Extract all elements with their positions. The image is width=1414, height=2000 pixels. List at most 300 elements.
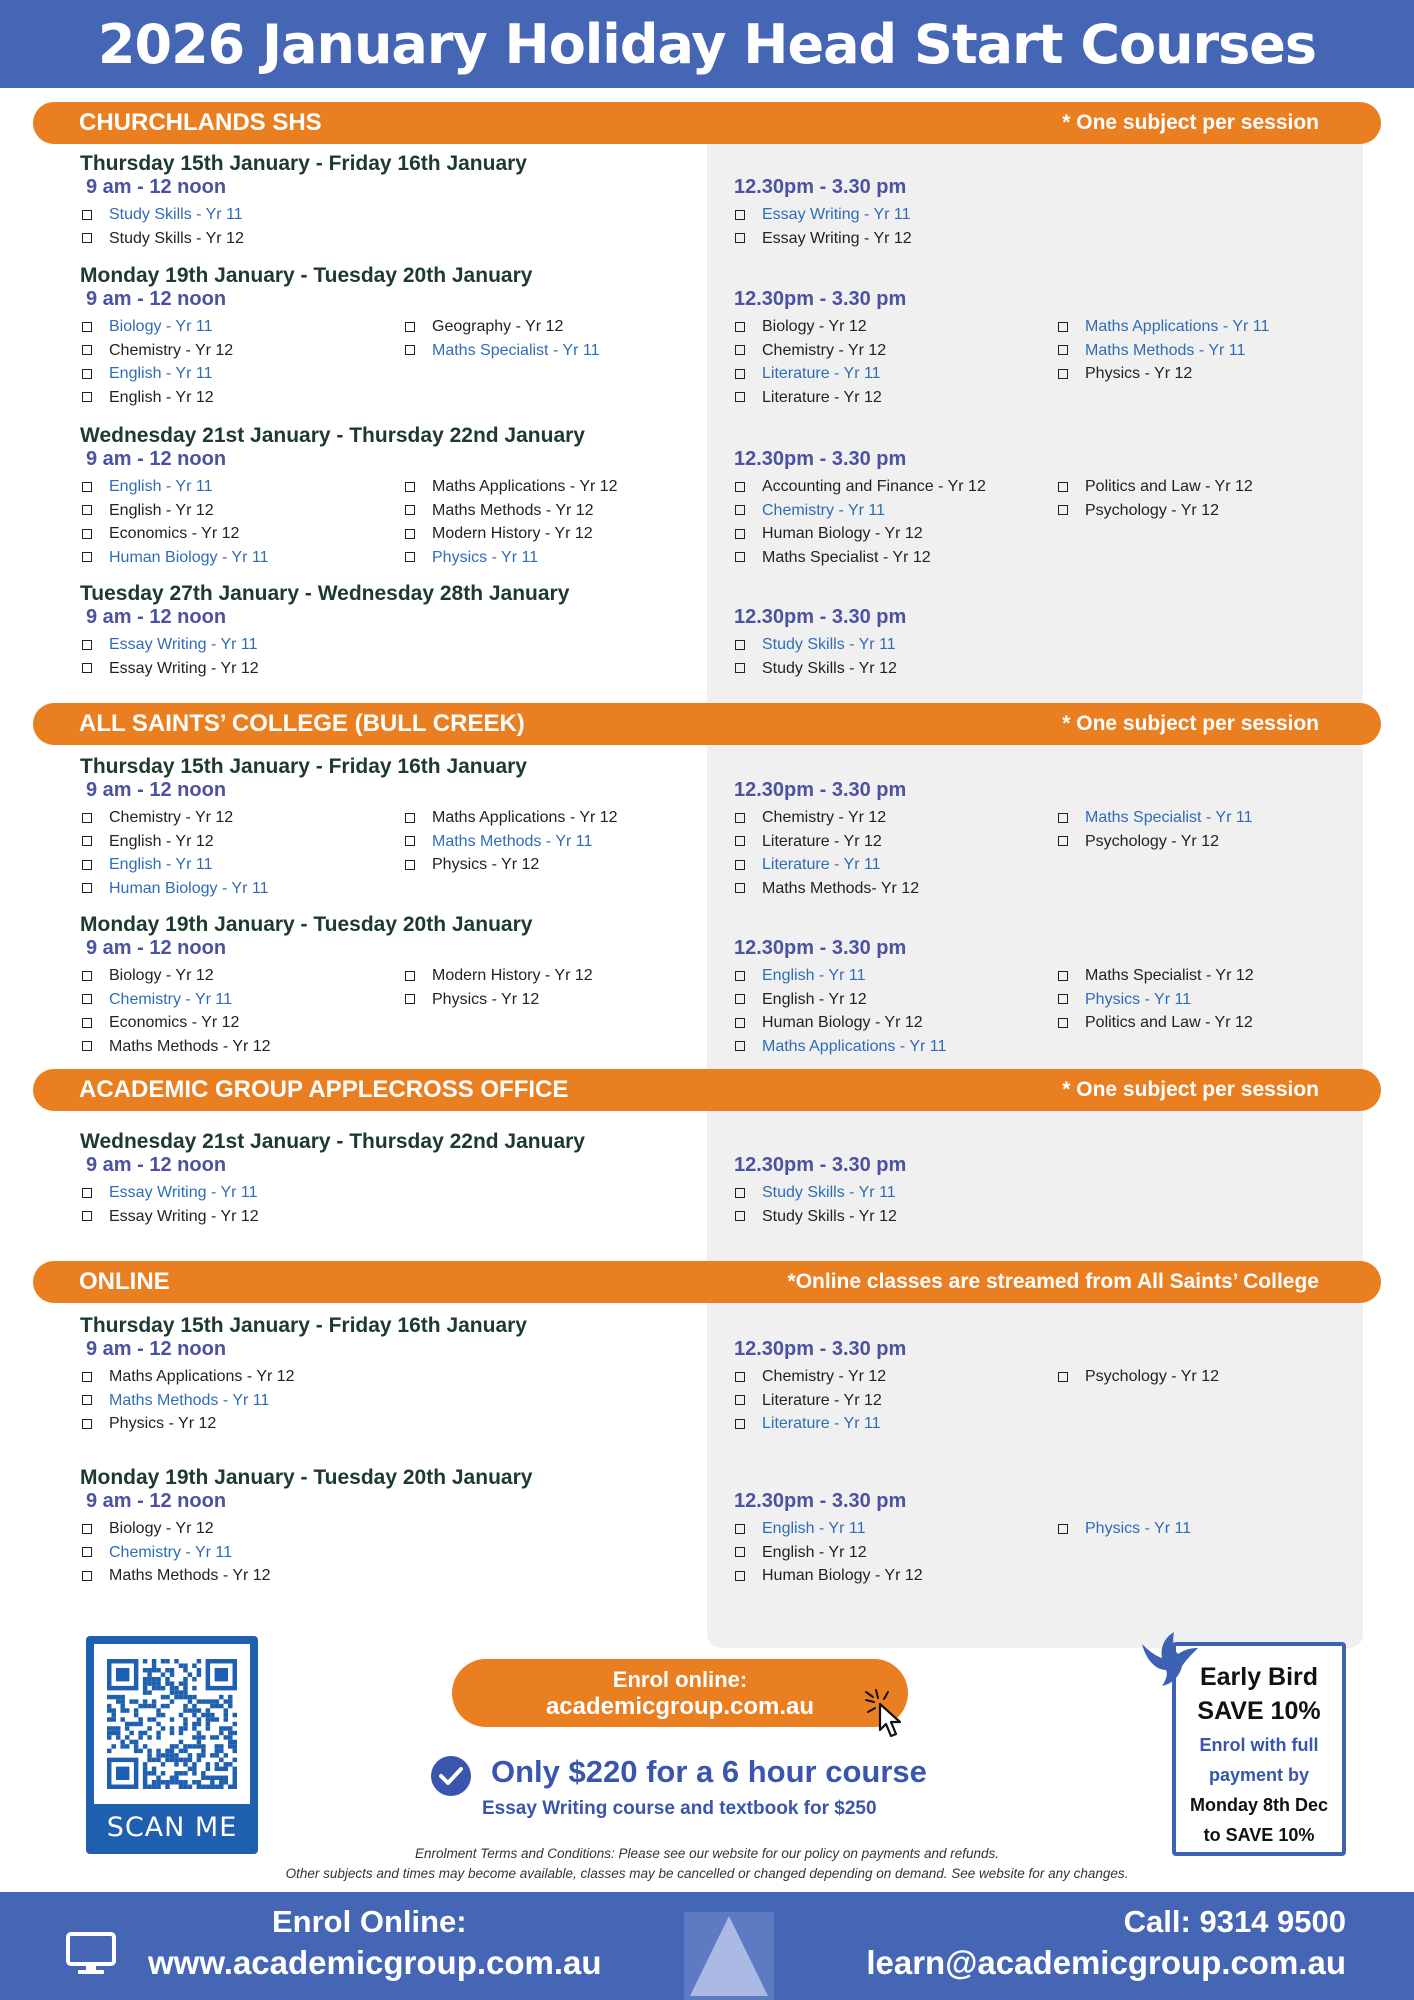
course-label: Literature - Yr 11 bbox=[762, 365, 881, 382]
course-label: Essay Writing - Yr 12 bbox=[762, 229, 912, 247]
checkbox-icon[interactable] bbox=[82, 1041, 92, 1051]
checkbox-icon[interactable] bbox=[82, 883, 92, 893]
course-label: Maths Methods - Yr 12 bbox=[432, 501, 594, 519]
course-list bbox=[735, 315, 886, 409]
course-label: Essay Writing - Yr 11 bbox=[762, 206, 911, 223]
checkbox-icon[interactable] bbox=[82, 505, 92, 515]
checkbox-icon[interactable] bbox=[82, 369, 92, 379]
course-option[interactable] bbox=[1058, 1011, 1254, 1035]
course-option[interactable] bbox=[82, 1389, 295, 1413]
course-label: English - Yr 11 bbox=[109, 856, 213, 873]
course-option[interactable] bbox=[82, 339, 233, 363]
course-label: Politics and Law - Yr 12 bbox=[1085, 1014, 1253, 1031]
course-option[interactable] bbox=[82, 830, 268, 854]
checkbox-icon[interactable] bbox=[405, 552, 415, 562]
section-title: ALL SAINTS’ COLLEGE (BULL CREEK) bbox=[79, 710, 525, 737]
course-list bbox=[82, 475, 268, 569]
footer-phone[interactable]: Call: 9314 9500 bbox=[1123, 1904, 1346, 1939]
course-list bbox=[1058, 315, 1269, 386]
section-note: * One subject per session bbox=[1062, 111, 1319, 134]
course-label: Human Biology - Yr 12 bbox=[762, 1014, 923, 1031]
course-option[interactable] bbox=[82, 1011, 271, 1035]
course-list bbox=[82, 806, 268, 900]
course-list bbox=[405, 315, 599, 362]
course-option[interactable] bbox=[1058, 475, 1253, 499]
course-option[interactable] bbox=[405, 475, 618, 499]
checkbox-icon[interactable] bbox=[1058, 994, 1068, 1004]
course-option[interactable] bbox=[1058, 1365, 1219, 1389]
course-list bbox=[405, 806, 618, 877]
course-label: English - Yr 12 bbox=[109, 832, 214, 850]
afternoon-time-label: 12.30pm - 3.30 pm bbox=[734, 176, 907, 198]
checkbox-icon[interactable] bbox=[405, 813, 415, 823]
early-bird-save: SAVE 10% bbox=[1197, 1697, 1321, 1725]
course-label: Biology - Yr 12 bbox=[762, 318, 867, 335]
course-label: Maths Methods - Yr 12 bbox=[109, 1567, 271, 1584]
qr-code-card[interactable] bbox=[86, 1636, 258, 1854]
course-option[interactable] bbox=[82, 1035, 271, 1059]
checkbox-icon[interactable] bbox=[82, 640, 92, 650]
course-option[interactable] bbox=[405, 964, 593, 988]
checkbox-icon[interactable] bbox=[1058, 836, 1068, 846]
early-bird-line3: Enrol with full bbox=[1199, 1735, 1319, 1755]
early-bird-title: Early Bird bbox=[1199, 1663, 1319, 1691]
course-label: Literature - Yr 12 bbox=[762, 1391, 882, 1409]
checkbox-icon[interactable] bbox=[735, 640, 745, 650]
course-option[interactable] bbox=[82, 1181, 259, 1205]
course-option[interactable] bbox=[405, 499, 618, 523]
afternoon-time-label: 12.30pm - 3.30 pm bbox=[734, 1490, 907, 1512]
course-label: Maths Applications - Yr 12 bbox=[432, 478, 618, 495]
checkbox-icon[interactable] bbox=[82, 836, 92, 846]
checkbox-icon[interactable] bbox=[735, 1041, 745, 1051]
date-range-heading: Monday 19th January - Tuesday 20th January bbox=[80, 913, 533, 936]
course-option[interactable] bbox=[82, 806, 268, 830]
checkbox-icon[interactable] bbox=[82, 994, 92, 1004]
footer-website-link[interactable]: www.academicgroup.com.au bbox=[148, 1944, 602, 1981]
course-label: Geography - Yr 12 bbox=[432, 318, 564, 335]
course-option[interactable] bbox=[735, 1389, 886, 1413]
afternoon-time-label: 12.30pm - 3.30 pm bbox=[734, 606, 907, 628]
course-label: English - Yr 12 bbox=[109, 501, 214, 519]
course-label: Study Skills - Yr 11 bbox=[109, 206, 243, 223]
course-label: Essay Writing - Yr 11 bbox=[109, 636, 258, 653]
course-option[interactable] bbox=[405, 806, 618, 830]
academic-group-logo bbox=[684, 1912, 774, 2000]
morning-time-label: 9 am - 12 noon bbox=[86, 1154, 227, 1176]
course-label: Literature - Yr 11 bbox=[762, 1415, 881, 1432]
checkbox-icon[interactable] bbox=[735, 1018, 745, 1028]
course-option[interactable] bbox=[82, 522, 268, 546]
checkbox-icon[interactable] bbox=[735, 392, 745, 402]
course-option[interactable] bbox=[1058, 830, 1252, 854]
course-label: Maths Specialist - Yr 12 bbox=[762, 548, 931, 566]
top-banner bbox=[0, 0, 1414, 88]
checkbox-icon[interactable] bbox=[735, 1524, 745, 1534]
morning-time-label: 9 am - 12 noon bbox=[86, 937, 227, 959]
course-option[interactable] bbox=[82, 546, 268, 570]
course-label: Psychology - Yr 12 bbox=[1085, 832, 1219, 850]
course-option[interactable] bbox=[82, 988, 271, 1012]
course-option[interactable] bbox=[1058, 964, 1254, 988]
section-title: CHURCHLANDS SHS bbox=[79, 109, 322, 136]
course-label: Maths Applications - Yr 11 bbox=[762, 1037, 947, 1055]
checkbox-icon[interactable] bbox=[405, 505, 415, 515]
checkbox-icon[interactable] bbox=[82, 210, 92, 220]
course-option[interactable] bbox=[735, 1412, 886, 1436]
course-label: Chemistry - Yr 12 bbox=[109, 809, 234, 826]
checkbox-icon[interactable] bbox=[1058, 482, 1068, 492]
checkbox-icon[interactable] bbox=[1058, 813, 1068, 823]
course-label: Human Biology - Yr 11 bbox=[109, 548, 269, 566]
course-option[interactable] bbox=[735, 853, 919, 877]
checkbox-icon[interactable] bbox=[735, 210, 745, 220]
date-range-heading: Thursday 15th January - Friday 16th January bbox=[80, 755, 527, 778]
checkbox-icon[interactable] bbox=[82, 392, 92, 402]
checkbox-icon[interactable] bbox=[735, 971, 745, 981]
footer-email-link[interactable]: learn@academicgroup.com.au bbox=[866, 1944, 1346, 1981]
date-range-heading: Thursday 15th January - Friday 16th January bbox=[80, 152, 527, 175]
checkbox-icon[interactable] bbox=[405, 860, 415, 870]
checkbox-icon[interactable] bbox=[735, 1419, 745, 1429]
course-option[interactable] bbox=[735, 1365, 886, 1389]
course-label: Maths Methods - Yr 11 bbox=[109, 1391, 270, 1409]
early-bird-line4: payment by bbox=[1208, 1765, 1310, 1785]
checkbox-icon[interactable] bbox=[405, 529, 415, 539]
cursor-click-icon bbox=[862, 1686, 918, 1742]
afternoon-time-label: 12.30pm - 3.30 pm bbox=[734, 779, 907, 801]
course-option[interactable] bbox=[735, 475, 986, 499]
course-label: Study Skills - Yr 11 bbox=[762, 636, 896, 653]
course-option[interactable] bbox=[735, 362, 886, 386]
checkbox-icon[interactable] bbox=[735, 813, 745, 823]
course-label: Essay Writing - Yr 11 bbox=[109, 1184, 258, 1201]
course-list bbox=[735, 1517, 923, 1588]
footer bbox=[0, 1892, 1414, 2000]
course-list bbox=[1058, 1517, 1191, 1541]
course-list bbox=[82, 315, 233, 409]
checkbox-icon[interactable] bbox=[82, 482, 92, 492]
checkbox-icon[interactable] bbox=[735, 482, 745, 492]
course-label: English - Yr 12 bbox=[109, 388, 214, 406]
course-label: Maths Methods - Yr 11 bbox=[1085, 341, 1246, 359]
course-list bbox=[405, 475, 618, 569]
course-option[interactable] bbox=[735, 633, 897, 657]
course-option[interactable] bbox=[82, 964, 271, 988]
course-option[interactable] bbox=[405, 988, 593, 1012]
course-label: Literature - Yr 11 bbox=[762, 856, 881, 873]
afternoon-time-label: 12.30pm - 3.30 pm bbox=[734, 1338, 907, 1360]
date-range-heading: Thursday 15th January - Friday 16th January bbox=[80, 1314, 527, 1337]
course-label: Physics - Yr 12 bbox=[432, 990, 540, 1008]
section-bar bbox=[33, 102, 1381, 144]
checkbox-icon[interactable] bbox=[82, 552, 92, 562]
terms-line1: Enrolment Terms and Conditions: Please see our website for our policy on payments and refunds. bbox=[414, 1846, 1000, 1861]
afternoon-time-label: 12.30pm - 3.30 pm bbox=[734, 288, 907, 310]
checkbox-icon[interactable] bbox=[82, 1188, 92, 1198]
course-label: English - Yr 11 bbox=[762, 1520, 866, 1537]
course-label: Literature - Yr 12 bbox=[762, 832, 882, 850]
checkbox-icon[interactable] bbox=[405, 482, 415, 492]
course-label: Maths Methods - Yr 12 bbox=[109, 1037, 271, 1055]
section-title: ONLINE bbox=[79, 1268, 170, 1295]
course-label: Maths Specialist - Yr 11 bbox=[432, 341, 600, 359]
checkbox-icon[interactable] bbox=[82, 971, 92, 981]
checkbox-icon[interactable] bbox=[1058, 1018, 1068, 1028]
course-option[interactable] bbox=[735, 499, 986, 523]
checkbox-icon[interactable] bbox=[735, 552, 745, 562]
course-label: Accounting and Finance - Yr 12 bbox=[762, 478, 986, 495]
course-label: Physics - Yr 11 bbox=[432, 548, 539, 566]
course-option[interactable] bbox=[82, 1412, 295, 1436]
course-option[interactable] bbox=[735, 386, 886, 410]
checkbox-icon[interactable] bbox=[82, 1419, 92, 1429]
course-label: Biology - Yr 12 bbox=[109, 967, 214, 984]
morning-time-label: 9 am - 12 noon bbox=[86, 1338, 227, 1360]
afternoon-time-label: 12.30pm - 3.30 pm bbox=[734, 448, 907, 470]
checkbox-icon[interactable] bbox=[735, 345, 745, 355]
checkbox-icon[interactable] bbox=[735, 369, 745, 379]
checkbox-icon[interactable] bbox=[82, 860, 92, 870]
course-option[interactable] bbox=[735, 806, 919, 830]
checkbox-icon[interactable] bbox=[1058, 1524, 1068, 1534]
course-option[interactable] bbox=[735, 1181, 897, 1205]
date-range-heading: Tuesday 27th January - Wednesday 28th January bbox=[80, 582, 570, 605]
course-option[interactable] bbox=[405, 546, 618, 570]
checkbox-icon[interactable] bbox=[82, 233, 92, 243]
course-option[interactable] bbox=[735, 1205, 897, 1229]
checkbox-icon[interactable] bbox=[82, 1372, 92, 1382]
section-note: * One subject per session bbox=[1062, 1078, 1319, 1101]
checkbox-icon[interactable] bbox=[1058, 505, 1068, 515]
morning-time-label: 9 am - 12 noon bbox=[86, 606, 227, 628]
course-option[interactable] bbox=[735, 1011, 946, 1035]
course-label: Study Skills - Yr 12 bbox=[762, 1207, 897, 1225]
checkbox-icon[interactable] bbox=[735, 233, 745, 243]
course-label: Maths Methods - Yr 11 bbox=[432, 832, 593, 850]
course-list bbox=[82, 964, 271, 1058]
course-option[interactable] bbox=[735, 1517, 923, 1541]
course-label: Maths Specialist - Yr 12 bbox=[1085, 967, 1254, 984]
course-label: English - Yr 11 bbox=[762, 967, 866, 984]
course-option[interactable] bbox=[82, 203, 244, 227]
course-option[interactable] bbox=[82, 1564, 271, 1588]
course-list bbox=[405, 964, 593, 1011]
checkbox-icon[interactable] bbox=[1058, 345, 1068, 355]
course-option[interactable] bbox=[735, 1564, 923, 1588]
course-option[interactable] bbox=[1058, 339, 1269, 363]
checkbox-icon[interactable] bbox=[82, 1395, 92, 1405]
course-label: Biology - Yr 11 bbox=[109, 318, 213, 335]
course-option[interactable] bbox=[735, 988, 946, 1012]
course-label: Literature - Yr 12 bbox=[762, 388, 882, 406]
course-label: Human Biology - Yr 11 bbox=[109, 879, 269, 897]
checkbox-icon[interactable] bbox=[735, 836, 745, 846]
section-bar bbox=[33, 703, 1381, 745]
course-option[interactable] bbox=[735, 877, 919, 901]
course-option[interactable] bbox=[405, 339, 599, 363]
checkbox-icon[interactable] bbox=[735, 322, 745, 332]
course-option[interactable] bbox=[82, 362, 233, 386]
course-label: Chemistry - Yr 12 bbox=[762, 1368, 887, 1385]
course-list bbox=[735, 806, 919, 900]
course-option[interactable] bbox=[82, 1365, 295, 1389]
course-option[interactable] bbox=[405, 315, 599, 339]
footer-enrol-label: Enrol Online: bbox=[272, 1904, 467, 1939]
checkbox-icon[interactable] bbox=[405, 971, 415, 981]
course-label: Politics and Law - Yr 12 bbox=[1085, 478, 1253, 495]
course-option[interactable] bbox=[82, 877, 268, 901]
course-label: Human Biology - Yr 12 bbox=[762, 1567, 923, 1584]
course-list bbox=[735, 475, 986, 569]
course-label: Physics - Yr 11 bbox=[1085, 990, 1192, 1008]
section-note: *Online classes are streamed from All Saints’ College bbox=[787, 1270, 1319, 1293]
course-option[interactable] bbox=[82, 1205, 259, 1229]
course-option[interactable] bbox=[1058, 1517, 1191, 1541]
section-bar bbox=[33, 1261, 1381, 1303]
terms-line2: Other subjects and times may become available, classes may be cancelled or changed depending on demand. See website for any changes. bbox=[285, 1866, 1129, 1881]
checkbox-icon[interactable] bbox=[405, 836, 415, 846]
course-list bbox=[735, 964, 946, 1058]
enrol-online-button[interactable] bbox=[452, 1659, 908, 1727]
course-option[interactable] bbox=[1058, 499, 1253, 523]
enrol-url[interactable]: academicgroup.com.au bbox=[545, 1693, 815, 1720]
course-label: Chemistry - Yr 12 bbox=[109, 341, 234, 359]
checkbox-icon[interactable] bbox=[735, 1372, 745, 1382]
checkbox-icon[interactable] bbox=[735, 1211, 745, 1221]
qr-code-icon bbox=[107, 1657, 237, 1791]
course-option[interactable] bbox=[1058, 988, 1254, 1012]
course-list bbox=[82, 633, 259, 680]
checkbox-icon[interactable] bbox=[735, 1188, 745, 1198]
checkbox-icon[interactable] bbox=[735, 994, 745, 1004]
course-list bbox=[1058, 964, 1254, 1035]
course-option[interactable] bbox=[1058, 806, 1252, 830]
course-option[interactable] bbox=[735, 203, 912, 227]
enrol-line1: Enrol online: bbox=[612, 1667, 748, 1692]
course-label: Chemistry - Yr 11 bbox=[109, 990, 232, 1008]
checkbox-icon[interactable] bbox=[735, 529, 745, 539]
checkbox-icon[interactable] bbox=[735, 663, 745, 673]
checkbox-icon[interactable] bbox=[82, 1211, 92, 1221]
checkbox-icon[interactable] bbox=[82, 1018, 92, 1028]
course-option[interactable] bbox=[82, 499, 268, 523]
checkbox-icon[interactable] bbox=[735, 860, 745, 870]
date-range-heading: Wednesday 21st January - Thursday 22nd January bbox=[80, 1130, 585, 1153]
course-option[interactable] bbox=[1058, 315, 1269, 339]
course-option[interactable] bbox=[82, 853, 268, 877]
checkbox-icon[interactable] bbox=[1058, 322, 1068, 332]
course-label: Maths Methods- Yr 12 bbox=[762, 879, 920, 897]
course-option[interactable] bbox=[735, 522, 986, 546]
course-option[interactable] bbox=[1058, 362, 1269, 386]
course-option[interactable] bbox=[735, 830, 919, 854]
checkbox-icon[interactable] bbox=[405, 345, 415, 355]
early-bird-line6: to SAVE 10% bbox=[1203, 1825, 1315, 1845]
course-label: Economics - Yr 12 bbox=[109, 525, 240, 542]
course-label: Study Skills - Yr 11 bbox=[762, 1184, 896, 1201]
date-range-heading: Wednesday 21st January - Thursday 22nd January bbox=[80, 424, 585, 447]
course-option[interactable] bbox=[405, 522, 618, 546]
morning-time-label: 9 am - 12 noon bbox=[86, 448, 227, 470]
checkbox-icon[interactable] bbox=[1058, 1372, 1068, 1382]
checkbox-icon[interactable] bbox=[735, 1395, 745, 1405]
course-option[interactable] bbox=[82, 1517, 271, 1541]
checkbox-icon[interactable] bbox=[735, 1547, 745, 1557]
course-option[interactable] bbox=[735, 1035, 946, 1059]
course-list bbox=[735, 203, 912, 250]
checkbox-icon[interactable] bbox=[82, 322, 92, 332]
checkbox-icon[interactable] bbox=[1058, 369, 1068, 379]
checkbox-icon[interactable] bbox=[82, 813, 92, 823]
course-label: Human Biology - Yr 12 bbox=[762, 525, 923, 542]
course-label: Psychology - Yr 12 bbox=[1085, 1368, 1219, 1385]
course-option[interactable] bbox=[82, 657, 259, 681]
course-option[interactable] bbox=[735, 964, 946, 988]
checkbox-icon[interactable] bbox=[735, 883, 745, 893]
checkbox-icon[interactable] bbox=[82, 1571, 92, 1581]
course-label: Maths Applications - Yr 12 bbox=[432, 809, 618, 826]
early-bird-line5: Monday 8th Dec bbox=[1189, 1795, 1329, 1815]
course-option[interactable] bbox=[735, 339, 886, 363]
course-label: Chemistry - Yr 12 bbox=[762, 809, 887, 826]
course-option[interactable] bbox=[735, 546, 986, 570]
course-option[interactable] bbox=[405, 830, 618, 854]
course-option[interactable] bbox=[82, 227, 244, 251]
course-label: Chemistry - Yr 11 bbox=[109, 1543, 232, 1561]
course-label: Essay Writing - Yr 12 bbox=[109, 1207, 259, 1225]
checkbox-icon[interactable] bbox=[1058, 971, 1068, 981]
course-option[interactable] bbox=[82, 475, 268, 499]
course-option[interactable] bbox=[82, 1541, 271, 1565]
checkbox-icon[interactable] bbox=[405, 322, 415, 332]
course-option[interactable] bbox=[405, 853, 618, 877]
course-label: English - Yr 12 bbox=[762, 1543, 867, 1561]
checkbox-icon[interactable] bbox=[735, 1571, 745, 1581]
checkbox-icon[interactable] bbox=[82, 1524, 92, 1534]
section-bar bbox=[33, 1069, 1381, 1111]
morning-time-label: 9 am - 12 noon bbox=[86, 1490, 227, 1512]
course-option[interactable] bbox=[735, 227, 912, 251]
checkbox-icon[interactable] bbox=[82, 345, 92, 355]
course-option[interactable] bbox=[735, 1541, 923, 1565]
course-option[interactable] bbox=[82, 633, 259, 657]
morning-time-label: 9 am - 12 noon bbox=[86, 779, 227, 801]
course-option[interactable] bbox=[735, 657, 897, 681]
course-label: Essay Writing - Yr 12 bbox=[109, 659, 259, 677]
course-option[interactable] bbox=[735, 315, 886, 339]
course-label: Economics - Yr 12 bbox=[109, 1014, 240, 1031]
course-list bbox=[735, 1181, 897, 1228]
course-label: Biology - Yr 12 bbox=[109, 1520, 214, 1537]
checkbox-icon[interactable] bbox=[82, 1547, 92, 1557]
price-headline: Only $220 for a 6 hour course bbox=[491, 1754, 927, 1789]
course-label: Study Skills - Yr 12 bbox=[109, 229, 244, 247]
course-label: Psychology - Yr 12 bbox=[1085, 501, 1219, 519]
checkbox-icon[interactable] bbox=[82, 529, 92, 539]
checkbox-icon[interactable] bbox=[405, 994, 415, 1004]
course-option[interactable] bbox=[82, 386, 233, 410]
course-option[interactable] bbox=[82, 315, 233, 339]
checkbox-icon[interactable] bbox=[82, 663, 92, 673]
course-label: Physics - Yr 12 bbox=[109, 1415, 217, 1432]
afternoon-time-label: 12.30pm - 3.30 pm bbox=[734, 1154, 907, 1176]
checkbox-icon[interactable] bbox=[735, 505, 745, 515]
section-title: ACADEMIC GROUP APPLECROSS OFFICE bbox=[79, 1076, 569, 1103]
monitor-icon bbox=[66, 1932, 116, 1976]
section-note: * One subject per session bbox=[1062, 712, 1319, 735]
qr-code[interactable] bbox=[94, 1644, 250, 1804]
